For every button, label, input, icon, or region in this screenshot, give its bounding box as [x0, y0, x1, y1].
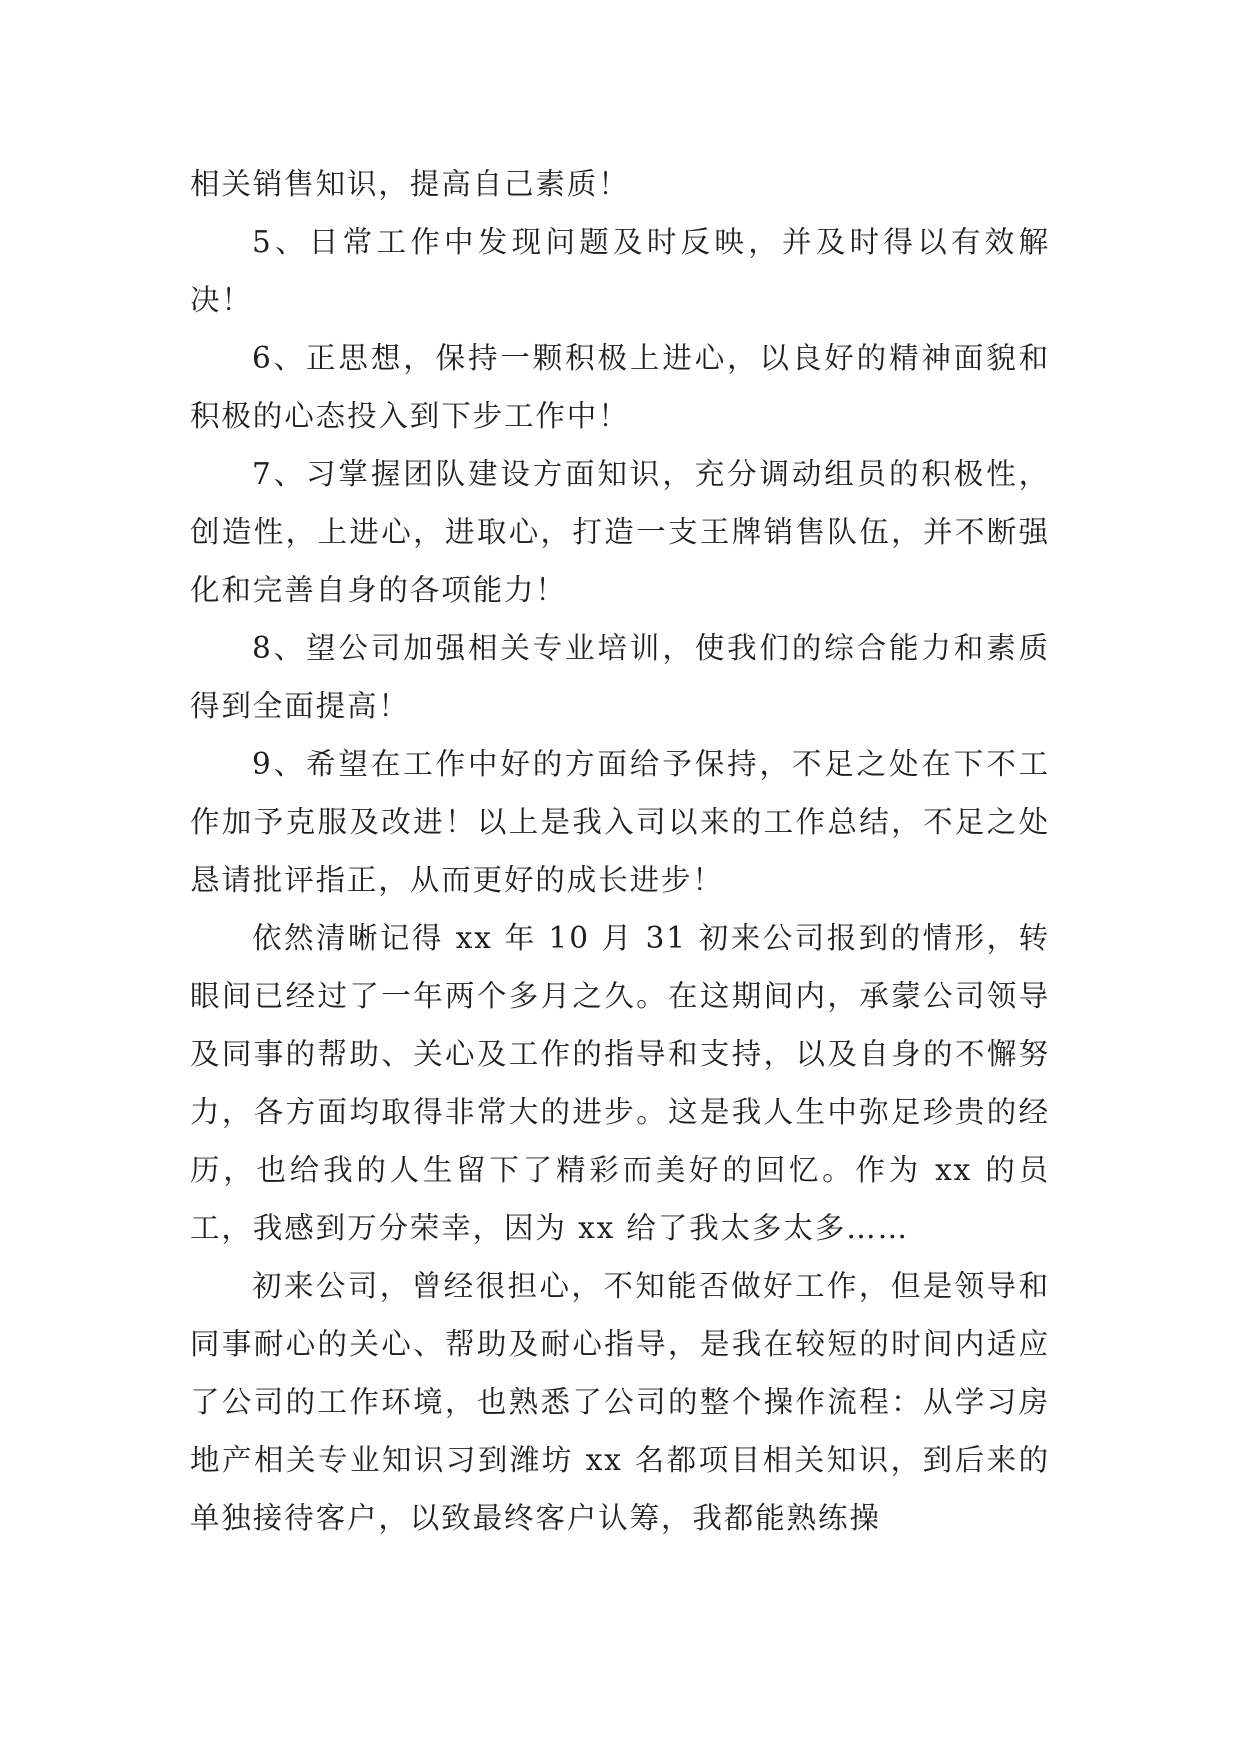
paragraph-8: 初来公司，曾经很担心，不知能否做好工作，但是领导和同事耐心的关心、帮助及耐心指导，是我在较短的时间内适应了公司的工作环境，也熟悉了公司的整个操作流程：从学习房地产相关专业知识习到潍坊 xx 名都项目相关知识，到后来的单独接待客户，以致最终客户认筹，我都能熟练操	[190, 1269, 1050, 1535]
paragraph-7: 依然清晰记得 xx 年 10 月 31 初来公司报到的情形，转眼间已经过了一年两个多月之久。在这期间内，承蒙公司领导及同事的帮助、关心及工作的指导和支持，以及自身的不懈努力，各方面均取得非常大的进步。这是我人生中弥足珍贵的经历，也给我的人生留下了精彩而美好的回忆。作为 xx 的员工，我感到万分荣幸，因为 xx 给了我太多太多……	[190, 921, 1050, 1245]
paragraph-2: 5、日常工作中发现问题及时反映，并及时得以有效解决！	[190, 225, 1050, 317]
paragraph-1: 相关销售知识，提高自己素质！	[190, 167, 630, 201]
paragraph-3: 6、正思想，保持一颗积极上进心，以良好的精神面貌和积极的心态投入到下步工作中！	[190, 341, 1050, 433]
document-body	[190, 155, 1050, 1547]
paragraph-6: 9、希望在工作中好的方面给予保持，不足之处在下不工作加予克服及改进！以上是我入司以来的工作总结，不足之处恳请批评指正，从而更好的成长进步！	[190, 747, 1050, 897]
paragraph-5: 8、望公司加强相关专业培训，使我们的综合能力和素质得到全面提高！	[190, 631, 1050, 723]
paragraph-4: 7、习掌握团队建设方面知识，充分调动组员的积极性，创造性，上进心，进取心，打造一支王牌销售队伍，并不断强化和完善自身的各项能力！	[190, 457, 1050, 607]
